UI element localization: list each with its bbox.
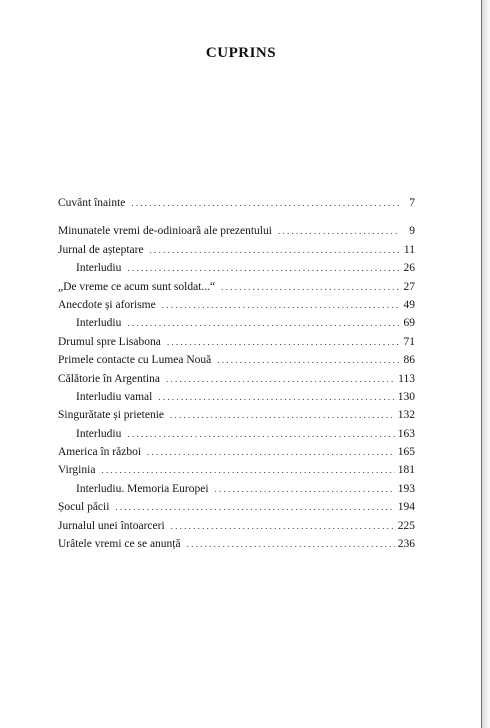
dot-leader	[101, 461, 394, 479]
toc-entry-page: 26	[403, 262, 415, 275]
dot-leader	[278, 222, 400, 240]
toc-entry-page: 11	[403, 243, 415, 256]
dot-leader	[166, 370, 395, 388]
dot-leader	[127, 259, 400, 277]
dot-leader	[150, 241, 400, 259]
toc-entry	[58, 370, 415, 388]
toc-entry-page: 69	[403, 317, 415, 330]
toc-entry	[58, 296, 415, 314]
toc-entry-page: 71	[403, 335, 415, 348]
toc-entry-page: 86	[403, 354, 415, 367]
toc-entry	[58, 333, 415, 351]
toc-entry	[58, 443, 415, 461]
toc-entry	[58, 259, 415, 277]
dot-leader	[217, 351, 400, 369]
toc-entry-page: 130	[397, 390, 415, 403]
toc-entry-title: Interludiu	[76, 317, 122, 330]
toc-entry	[58, 461, 415, 479]
toc-entry	[58, 241, 415, 259]
toc-entry	[58, 351, 415, 369]
toc-entry	[58, 388, 415, 406]
toc-entry-page: 236	[397, 538, 415, 551]
toc-entry	[58, 222, 415, 240]
dot-leader	[171, 517, 395, 535]
toc-entry	[58, 517, 415, 535]
toc-entry-title: Interludiu vamal	[76, 390, 153, 403]
dot-leader	[127, 314, 400, 332]
table-of-contents	[58, 194, 415, 553]
toc-entry-title: America în război	[58, 446, 142, 459]
dot-leader	[170, 406, 395, 424]
toc-entry-page: 163	[397, 427, 415, 440]
toc-entry-title: Jurnal de așteptare	[58, 243, 144, 256]
toc-entry-title: Virginia	[58, 464, 96, 477]
toc-entry-title: Călătorie în Argentina	[58, 372, 160, 385]
toc-entry-title: Șocul păcii	[58, 501, 110, 514]
toc-entry-page: 194	[397, 501, 415, 514]
toc-entry-title: Drumul spre Lisabona	[58, 335, 161, 348]
toc-entry-page: 225	[397, 519, 415, 532]
toc-entry	[58, 194, 415, 212]
toc-entry-title: Urâtele vremi ce se anunță	[58, 538, 181, 551]
toc-entry-page: 132	[397, 409, 415, 422]
toc-entry	[58, 278, 415, 296]
toc-entry-title: Minunatele vremi de-odinioară ale prezentului	[58, 225, 272, 238]
dot-leader	[115, 498, 394, 516]
toc-entry	[58, 535, 415, 553]
toc-entry	[58, 406, 415, 424]
dot-leader	[162, 296, 400, 314]
toc-entry-title: Singurătate și prietenie	[58, 409, 165, 422]
dot-leader	[147, 443, 395, 461]
toc-entry-title: Interludiu	[76, 427, 122, 440]
toc-entry	[58, 480, 415, 498]
dot-leader	[167, 333, 400, 351]
page-title: CUPRINS	[205, 45, 277, 61]
toc-entry-page: 49	[403, 298, 415, 311]
toc-entry-title: Anecdote și aforisme	[58, 298, 156, 311]
toc-entry-title: Jurnalul unei întoarceri	[58, 519, 165, 532]
dot-leader	[127, 425, 394, 443]
toc-entry-title: Interludiu. Memoria Europei	[76, 482, 209, 495]
toc-entry-page: 27	[403, 280, 415, 293]
toc-entry-title: Interludiu	[76, 262, 122, 275]
toc-entry-title: Primele contacte cu Lumea Nouă	[58, 354, 212, 367]
toc-entry-page: 9	[409, 225, 415, 238]
dot-leader	[131, 194, 400, 212]
toc-entry-page: 181	[397, 464, 415, 477]
toc-entry-page: 7	[409, 197, 415, 209]
dot-leader	[215, 480, 395, 498]
dot-leader	[221, 278, 400, 296]
toc-entry-title: „De vreme ce acum sunt soldat...“	[58, 280, 216, 293]
toc-entry	[58, 498, 415, 516]
toc-entry-page: 165	[397, 446, 415, 459]
toc-entry-page: 193	[397, 482, 415, 495]
toc-entry-title: Cuvânt înainte	[58, 197, 126, 209]
toc-entry-page: 113	[398, 372, 415, 385]
dot-leader	[187, 535, 395, 553]
dot-leader	[158, 388, 394, 406]
page-edge-shadow	[482, 0, 490, 728]
toc-entry	[58, 314, 415, 332]
toc-entry	[58, 425, 415, 443]
